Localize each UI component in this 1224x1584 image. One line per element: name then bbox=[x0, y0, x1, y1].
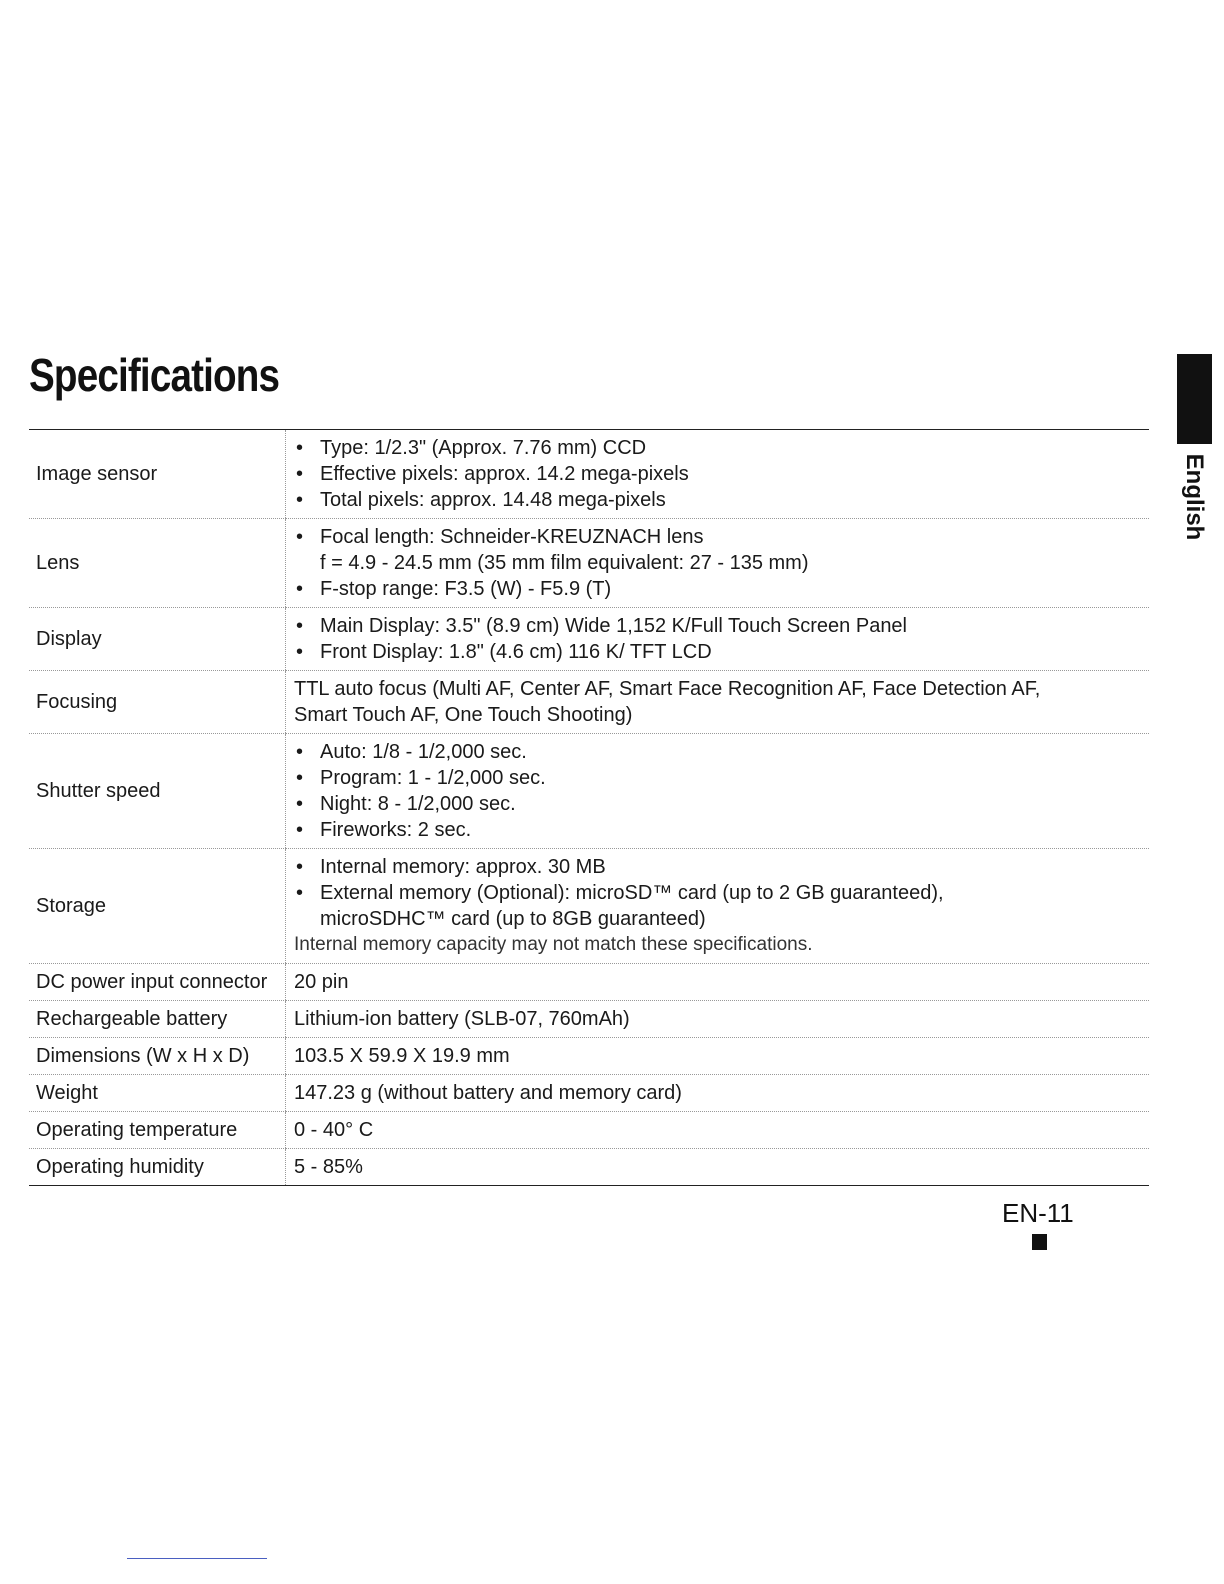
list-item: • F-stop range: F3.5 (W) - F5.9 (T) bbox=[294, 576, 1149, 602]
footer-rule bbox=[127, 1558, 267, 1559]
spec-value bbox=[286, 671, 1150, 734]
list-item: • Main Display: 3.5" (8.9 cm) Wide 1,152 K/Full Touch Screen Panel bbox=[294, 613, 1149, 639]
spec-label: Focusing bbox=[29, 671, 286, 734]
spec-value bbox=[286, 849, 1150, 964]
list-item bbox=[294, 880, 1149, 932]
spec-label: Display bbox=[29, 608, 286, 671]
table-row bbox=[29, 671, 1149, 734]
list-item-continuation: f = 4.9 - 24.5 mm (35 mm film equivalent: 27 - 135 mm) bbox=[320, 552, 809, 574]
list-item: • Total pixels: approx. 14.48 mega-pixels bbox=[294, 487, 1149, 513]
spec-text-line: Smart Touch AF, One Touch Shooting) bbox=[294, 704, 633, 726]
table-row bbox=[29, 1112, 1149, 1149]
specifications-table bbox=[29, 429, 1149, 1186]
list-item: • Night: 8 - 1/2,000 sec. bbox=[294, 791, 1149, 817]
table-row bbox=[29, 1038, 1149, 1075]
spec-value: 103.5 X 59.9 X 19.9 mm bbox=[286, 1038, 1150, 1075]
spec-label: Dimensions (W x H x D) bbox=[29, 1038, 286, 1075]
table-row bbox=[29, 964, 1149, 1001]
table-row bbox=[29, 1149, 1149, 1186]
spec-value: 20 pin bbox=[286, 964, 1150, 1001]
spec-label: Weight bbox=[29, 1075, 286, 1112]
list-item: • Type: 1/2.3" (Approx. 7.76 mm) CCD bbox=[294, 435, 1149, 461]
table-row bbox=[29, 430, 1149, 519]
language-tab-marker bbox=[1177, 354, 1212, 444]
spec-label: Operating humidity bbox=[36, 1156, 204, 1178]
table-row bbox=[29, 849, 1149, 964]
spec-label: Operating temperature bbox=[29, 1112, 286, 1149]
table-row bbox=[29, 1001, 1149, 1038]
spec-text-line: TTL auto focus (Multi AF, Center AF, Smart Face Recognition AF, Face Detection AF, bbox=[294, 678, 1041, 700]
table-row bbox=[29, 608, 1149, 671]
spec-label: Shutter speed bbox=[29, 734, 286, 849]
page-number: EN-11 bbox=[1002, 1198, 1074, 1228]
table-row bbox=[29, 519, 1149, 608]
table-row bbox=[29, 734, 1149, 849]
spec-label: DC power input connector bbox=[29, 964, 286, 1001]
spec-label: Rechargeable battery bbox=[29, 1001, 286, 1038]
spec-value bbox=[286, 430, 1150, 519]
list-item bbox=[294, 524, 1149, 576]
spec-value bbox=[286, 608, 1150, 671]
list-item: • Effective pixels: approx. 14.2 mega-pixels bbox=[294, 461, 1149, 487]
list-item-text: Focal length: Schneider-KREUZNACH lens bbox=[320, 526, 704, 548]
list-item: • Internal memory: approx. 30 MB bbox=[294, 854, 1149, 880]
list-item-text: External memory (Optional): microSD™ card (up to 2 GB guaranteed), bbox=[320, 882, 944, 904]
spec-note: Internal memory capacity may not match these specifications. bbox=[294, 934, 813, 955]
spec-value bbox=[286, 734, 1150, 849]
spec-label: Image sensor bbox=[29, 430, 286, 519]
spec-value bbox=[286, 519, 1150, 608]
language-tab-label: English bbox=[1181, 453, 1208, 541]
spec-label: Storage bbox=[29, 849, 286, 964]
spec-label: Lens bbox=[29, 519, 286, 608]
list-item: • Program: 1 - 1/2,000 sec. bbox=[294, 765, 1149, 791]
table-row bbox=[29, 1075, 1149, 1112]
spec-value: 5 - 85% bbox=[286, 1149, 1150, 1186]
spec-value: Lithium-ion battery (SLB-07, 760mAh) bbox=[286, 1001, 1150, 1038]
spec-value: 147.23 g (without battery and memory card) bbox=[286, 1075, 1150, 1112]
list-item: • Front Display: 1.8" (4.6 cm) 116 K/ TFT LCD bbox=[294, 639, 1149, 665]
list-item: • Fireworks: 2 sec. bbox=[294, 817, 1149, 843]
list-item: • Auto: 1/8 - 1/2,000 sec. bbox=[294, 739, 1149, 765]
spec-value: 0 - 40° C bbox=[286, 1112, 1150, 1149]
page-marker-square bbox=[1032, 1234, 1047, 1250]
page-title: Specifications bbox=[29, 349, 280, 401]
list-item-continuation: microSDHC™ card (up to 8GB guaranteed) bbox=[320, 908, 706, 930]
